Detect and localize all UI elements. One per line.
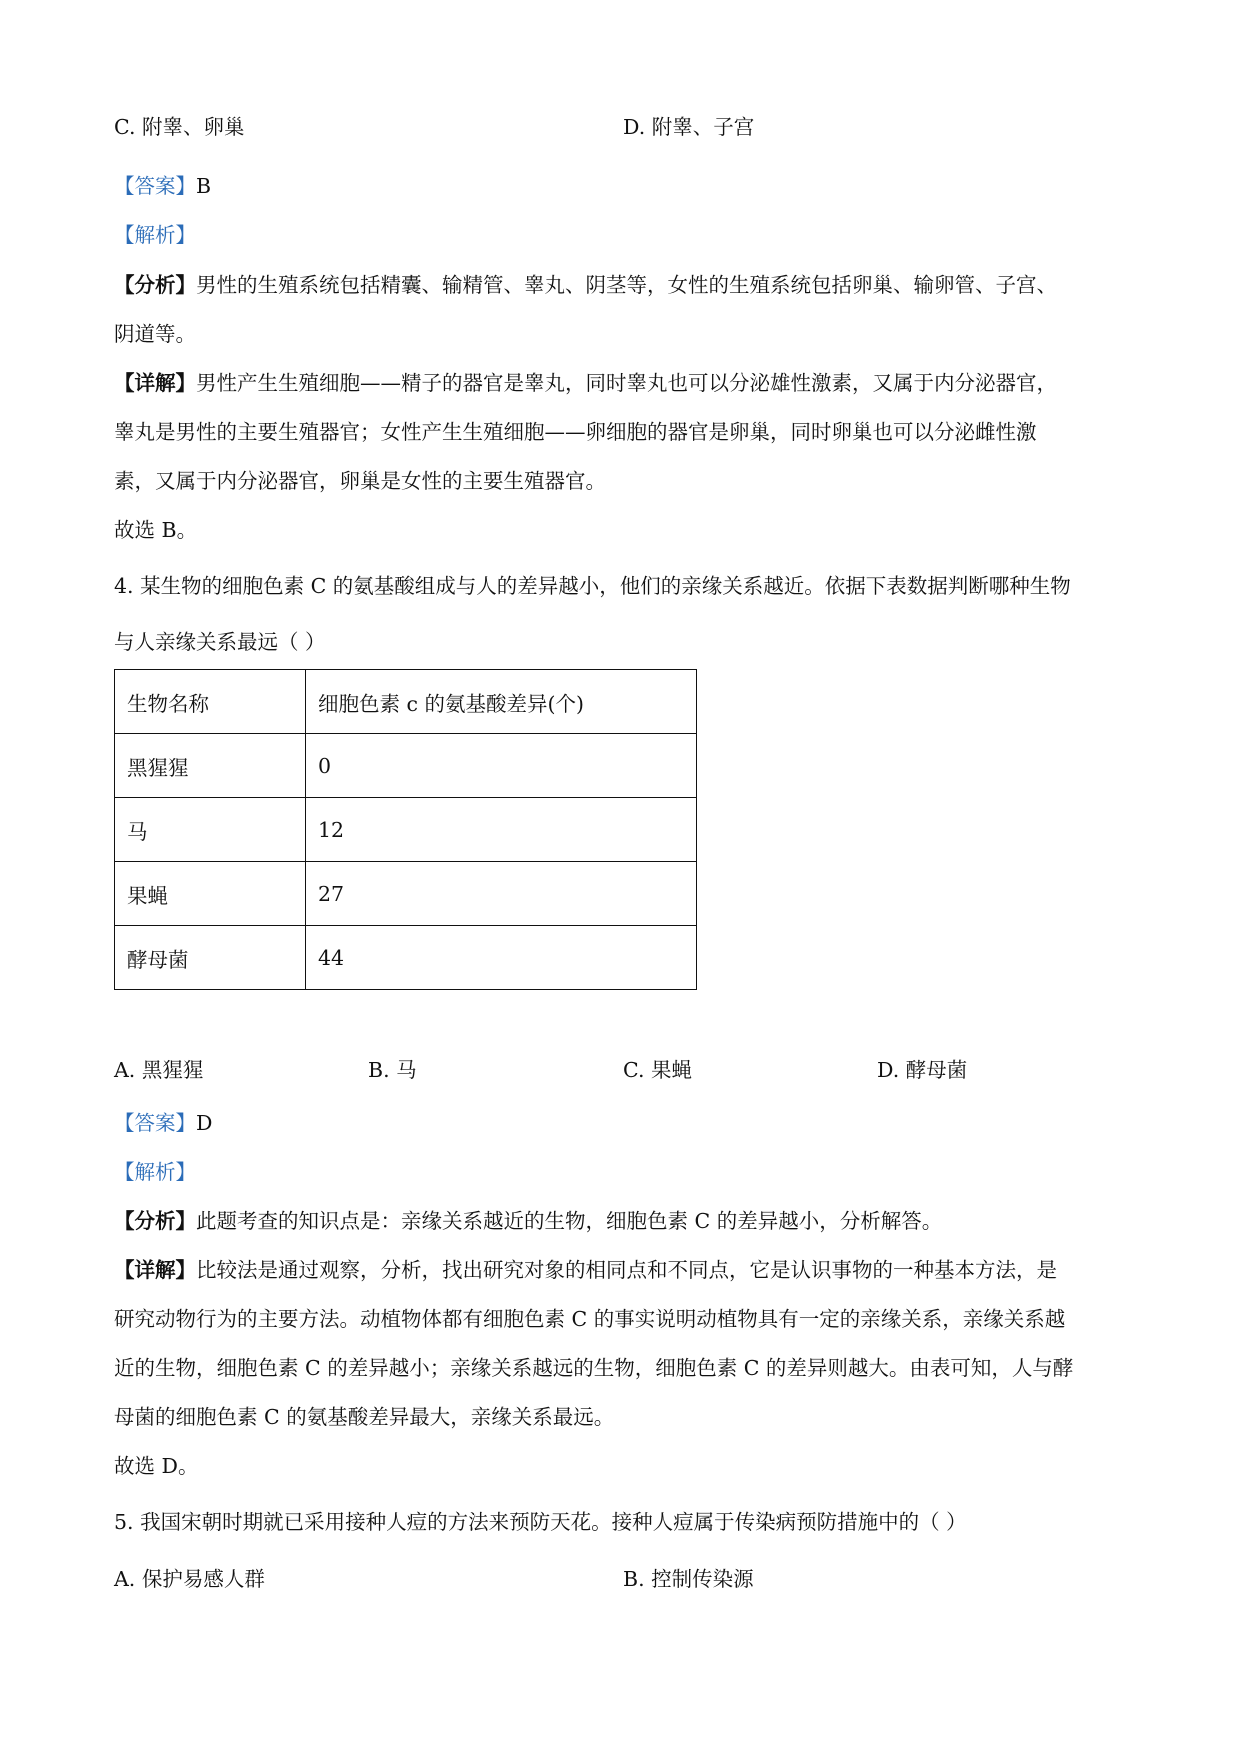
table-row bbox=[115, 862, 697, 926]
q4-answer bbox=[114, 1109, 212, 1137]
answer-value: D bbox=[196, 1111, 213, 1135]
table-cell: 0 bbox=[306, 734, 697, 798]
q3-xiangjie-line-1 bbox=[114, 369, 1057, 397]
answer-value: B bbox=[196, 174, 212, 198]
table-cell: 马 bbox=[115, 798, 306, 862]
q3-option-d: D. 附睾、子宫 bbox=[623, 115, 755, 139]
q5-option-b: B. 控制传染源 bbox=[623, 1567, 754, 1591]
q4-xiangjie-line-4: 母菌的细胞色素 C 的氨基酸差异最大，亲缘关系最远。 bbox=[114, 1405, 615, 1429]
q4-conclusion: 故选 D。 bbox=[114, 1454, 199, 1478]
q4-xiangjie-line-3: 近的生物，细胞色素 C 的差异越小；亲缘关系越远的生物，细胞色素 C 的差异则越大。由表可知，人与酵 bbox=[114, 1356, 1074, 1380]
q4-fenxi-line-1 bbox=[114, 1207, 942, 1235]
q4-xiangjie-line-2: 研究动物行为的主要方法。动植物体都有细胞色素 C 的事实说明动植物具有一定的亲缘关系，亲缘关系越 bbox=[114, 1307, 1066, 1331]
q3-conclusion: 故选 B。 bbox=[114, 518, 198, 542]
table-cell: 酵母菌 bbox=[115, 926, 306, 990]
table-header-cell: 生物名称 bbox=[115, 670, 306, 734]
q4-option-b: B. 马 bbox=[368, 1058, 417, 1082]
xiangjie-tag: 【详解】 bbox=[114, 1258, 196, 1282]
q3-fenxi-line-2: 阴道等。 bbox=[114, 322, 196, 346]
q3-option-c: C. 附睾、卵巢 bbox=[114, 115, 245, 139]
q4-option-a: A. 黑猩猩 bbox=[114, 1058, 204, 1082]
q4-stem-line-1: 4. 某生物的细胞色素 C 的氨基酸组成与人的差异越小，他们的亲缘关系越近。依据下表数据判断哪种生物 bbox=[114, 574, 1071, 598]
q4-analysis-tag: 【解析】 bbox=[114, 1160, 196, 1184]
q3-analysis-tag: 【解析】 bbox=[114, 223, 196, 247]
table-cell: 黑猩猩 bbox=[115, 734, 306, 798]
answer-tag: 【答案】 bbox=[114, 174, 196, 198]
q4-option-d: D. 酵母菌 bbox=[877, 1058, 968, 1082]
q5-option-a: A. 保护易感人群 bbox=[114, 1567, 265, 1591]
fenxi-tag: 【分析】 bbox=[114, 273, 196, 297]
table-cell: 果蝇 bbox=[115, 862, 306, 926]
answer-tag: 【答案】 bbox=[114, 1111, 196, 1135]
table-cell: 44 bbox=[306, 926, 697, 990]
q3-answer bbox=[114, 172, 211, 200]
fenxi-text: 男性的生殖系统包括精囊、输精管、睾丸、阴茎等，女性的生殖系统包括卵巢、输卵管、子宫、 bbox=[196, 273, 1057, 297]
q4-option-c: C. 果蝇 bbox=[623, 1058, 692, 1082]
fenxi-text: 此题考查的知识点是：亲缘关系越近的生物，细胞色素 C 的差异越小，分析解答。 bbox=[196, 1209, 943, 1233]
table-cell: 12 bbox=[306, 798, 697, 862]
q4-xiangjie-line-1 bbox=[114, 1256, 1057, 1284]
table-row bbox=[115, 926, 697, 990]
xiangjie-text: 比较法是通过观察，分析，找出研究对象的相同点和不同点，它是认识事物的一种基本方法，是 bbox=[196, 1258, 1057, 1282]
q3-fenxi-line-1 bbox=[114, 271, 1057, 299]
xiangjie-text: 男性产生生殖细胞——精子的器官是睾丸，同时睾丸也可以分泌雄性激素，又属于内分泌器官， bbox=[196, 371, 1057, 395]
table-row bbox=[115, 798, 697, 862]
q3-xiangjie-line-2: 睾丸是男性的主要生殖器官；女性产生生殖细胞——卵细胞的器官是卵巢，同时卵巢也可以分泌雌性激 bbox=[114, 420, 1037, 444]
table-row bbox=[115, 734, 697, 798]
q4-stem-line-2: 与人亲缘关系最远（ ） bbox=[114, 630, 326, 654]
q3-xiangjie-line-3: 素，又属于内分泌器官，卵巢是女性的主要生殖器官。 bbox=[114, 469, 606, 493]
fenxi-tag: 【分析】 bbox=[114, 1209, 196, 1233]
table-header-cell: 细胞色素 c 的氨基酸差异(个) bbox=[306, 670, 697, 734]
xiangjie-tag: 【详解】 bbox=[114, 371, 196, 395]
q5-stem: 5. 我国宋朝时期就已采用接种人痘的方法来预防天花。接种人痘属于传染病预防措施中的（ ） bbox=[114, 1510, 967, 1534]
table-cell: 27 bbox=[306, 862, 697, 926]
q4-data-table bbox=[114, 669, 697, 990]
table-header-row bbox=[115, 670, 697, 734]
